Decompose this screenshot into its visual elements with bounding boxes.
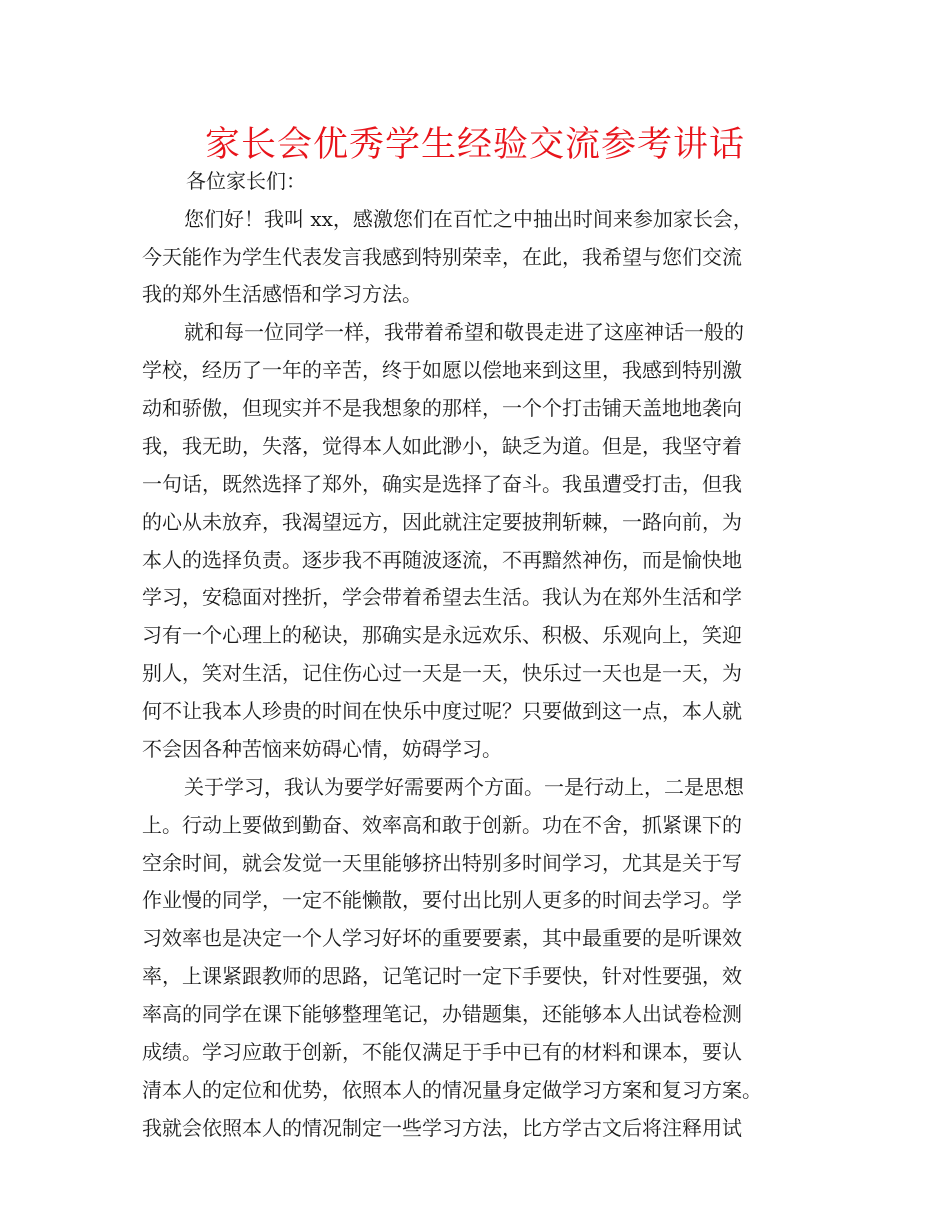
text-line: 学习，安稳面对挫折，学会带着希望去生活。我认为在郑外生活和学 xyxy=(142,585,742,609)
text-line: 我的郑外生活感悟和学习方法。 xyxy=(142,282,422,306)
text-line: 率高的同学在课下能够整理笔记，办错题集，还能够本人出试卷检测 xyxy=(142,1002,742,1026)
text-line: 的心从未放弃，我渴望远方，因此就注定要披荆斩棘，一路向前，为 xyxy=(142,510,742,534)
salutation: 各位家长们： xyxy=(186,169,306,193)
text-line: 率，上课紧跟教师的思路，记笔记时一定下手要快，针对性要强，效 xyxy=(142,964,742,988)
text-line: 空余时间，就会发觉一天里能够挤出特别多时间学习，尤其是关于写 xyxy=(142,851,742,875)
text-line: 我就会依照本人的情况制定一些学习方法，比方学古文后将注释用试 xyxy=(142,1116,742,1140)
text-line: 动和骄傲，但现实并不是我想象的那样，一个个打击铺天盖地地袭向 xyxy=(142,396,742,420)
text-line: 习有一个心理上的秘诀，那确实是永远欢乐、积极、乐观向上，笑迎 xyxy=(142,623,742,647)
text-line: 关于学习，我认为要学好需要两个方面。一是行动上，二是思想 xyxy=(184,775,744,799)
text-line: 何不让我本人珍贵的时间在快乐中度过呢？只要做到这一点，本人就 xyxy=(142,699,742,723)
text-line: 别人，笑对生活，记住伤心过一天是一天，快乐过一天也是一天，为 xyxy=(142,661,742,685)
text-line: 上。行动上要做到勤奋、效率高和敢于创新。功在不舍，抓紧课下的 xyxy=(142,813,742,837)
text-line: 我，我无助，失落，觉得本人如此渺小，缺乏为道。但是，我坚守着 xyxy=(142,434,742,458)
text-line: 今天能作为学生代表发言我感到特别荣幸，在此，我希望与您们交流 xyxy=(142,245,742,269)
text-line: 成绩。学习应敢于创新，不能仅满足于手中已有的材料和课本，要认 xyxy=(142,1040,742,1064)
text-line: 习效率也是决定一个人学习好坏的重要要素，其中最重要的是听课效 xyxy=(142,926,742,950)
text-line: 就和每一位同学一样，我带着希望和敬畏走进了这座神话一般的 xyxy=(184,320,744,344)
text-line: 学校，经历了一年的辛苦，终于如愿以偿地来到这里，我感到特别激 xyxy=(142,358,742,382)
text-line: 作业慢的同学，一定不能懒散，要付出比别人更多的时间去学习。学 xyxy=(142,888,742,912)
document-title: 家长会优秀学生经验交流参考讲话 xyxy=(204,125,745,165)
text-line: 一句话，既然选择了郑外，确实是选择了奋斗。我虽遭受打击，但我 xyxy=(142,472,742,496)
text-line: 不会因各种苦恼来妨碍心情，妨碍学习。 xyxy=(142,737,502,761)
text-line: 清本人的定位和优势，依照本人的情况量身定做学习方案和复习方案。 xyxy=(142,1078,762,1102)
text-line: 您们好！我叫 xx，感激您们在百忙之中抽出时间来参加家长会， xyxy=(184,207,753,231)
text-line: 本人的选择负责。逐步我不再随波逐流，不再黯然神伤，而是愉快地 xyxy=(142,548,742,572)
